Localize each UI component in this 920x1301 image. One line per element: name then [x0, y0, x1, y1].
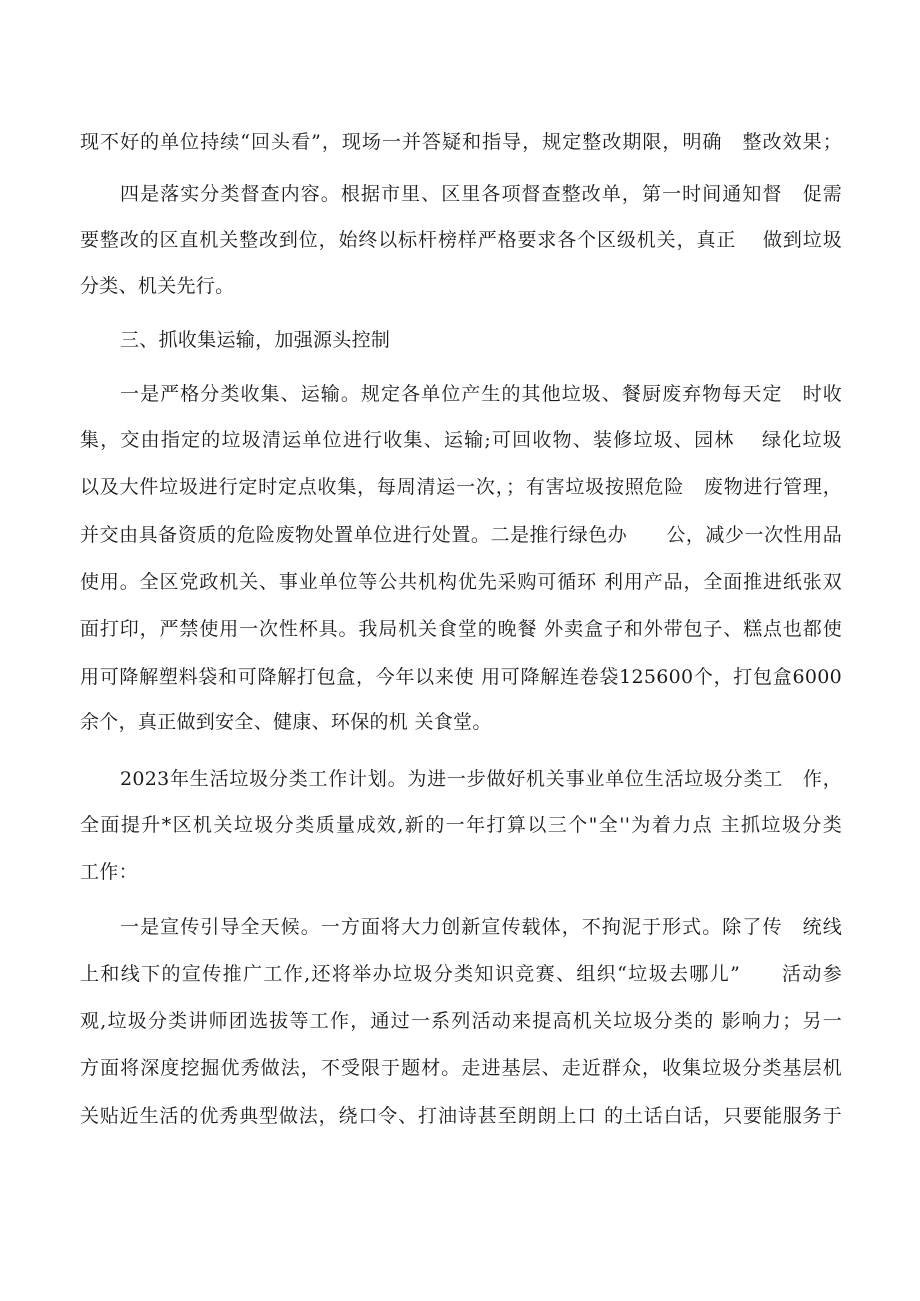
paragraph-line: 全面提升*区机关垃圾分类质量成效,新的一年打算以三个"全''为着力点 主抓垃圾分类	[80, 814, 842, 836]
paragraph-line: 方面将深度挖掘优秀做法，不受限于题材。走进基层、走近群众，收集垃圾分类基层机	[80, 1057, 842, 1079]
paragraph-line: 观,垃圾分类讲师团选拔等工作，通过一系列活动来提高机关垃圾分类的 影响力；另一	[80, 1010, 842, 1032]
paragraph-line: 集，交由指定的垃圾清运单位进行收集、运输;可回收物、装修垃圾、园林 绿化垃圾	[80, 429, 842, 451]
paragraph-line: 现不好的单位持续“回头看”，现场一并答疑和指导，规定整改期限，明确 整改效果；	[80, 131, 842, 153]
paragraph-line: 工作：	[80, 861, 138, 883]
paragraph-line: 2023年生活垃圾分类工作计划。为进一步做好机关事业单位生活垃圾分类工 作，	[120, 768, 842, 790]
section-heading: 三、抓收集运输，加强源头控制	[120, 329, 391, 351]
paragraph-line: 要整改的区直机关整改到位，始终以标杆榜样严格要求各个区级机关，真正 做到垃圾	[80, 229, 842, 251]
paragraph-line: 分类、机关先行。	[80, 275, 235, 297]
paragraph-line: 以及大件垃圾进行定时定点收集，每周清运一次，；有害垃圾按照危险 废物进行管理，	[80, 476, 842, 498]
paragraph-line: 关贴近生活的优秀典型做法，绕口令、打油诗甚至朗朗上口 的土话白话，只要能服务于	[80, 1105, 842, 1127]
paragraph-line: 面打印，严禁使用一次性杯具。我局机关食堂的晚餐 外卖盒子和外带包子、糕点也都使	[80, 618, 842, 640]
paragraph-line: 余个，真正做到安全、健康、环保的机 关食堂。	[80, 711, 492, 733]
paragraph-line: 一是严格分类收集、运输。规定各单位产生的其他垃圾、餐厨废弃物每天定 时收	[120, 383, 842, 405]
paragraph-line: 上和线下的宣传推广工作,还将举办垃圾分类知识竞赛、组织“垃圾去哪儿” 活动参	[80, 963, 842, 985]
paragraph-line: 四是落实分类督查内容。根据市里、区里各项督查整改单，第一时间通知督 促需	[120, 183, 842, 205]
paragraph-line: 并交由具备资质的危险废物处置单位进行处置。二是推行绿色办 公，减少一次性用品	[80, 524, 842, 546]
paragraph-line: 使用。全区党政机关、事业单位等公共机构优先采购可循环 利用产品，全面推进纸张双	[80, 571, 842, 593]
paragraph-line: 一是宣传引导全天候。一方面将大力创新宣传载体，不拘泥于形式。除了传 统线	[120, 916, 842, 938]
paragraph-line: 用可降解塑料袋和可降解打包盒，今年以来使 用可降解连卷袋125600个，打包盒6000	[80, 666, 842, 688]
